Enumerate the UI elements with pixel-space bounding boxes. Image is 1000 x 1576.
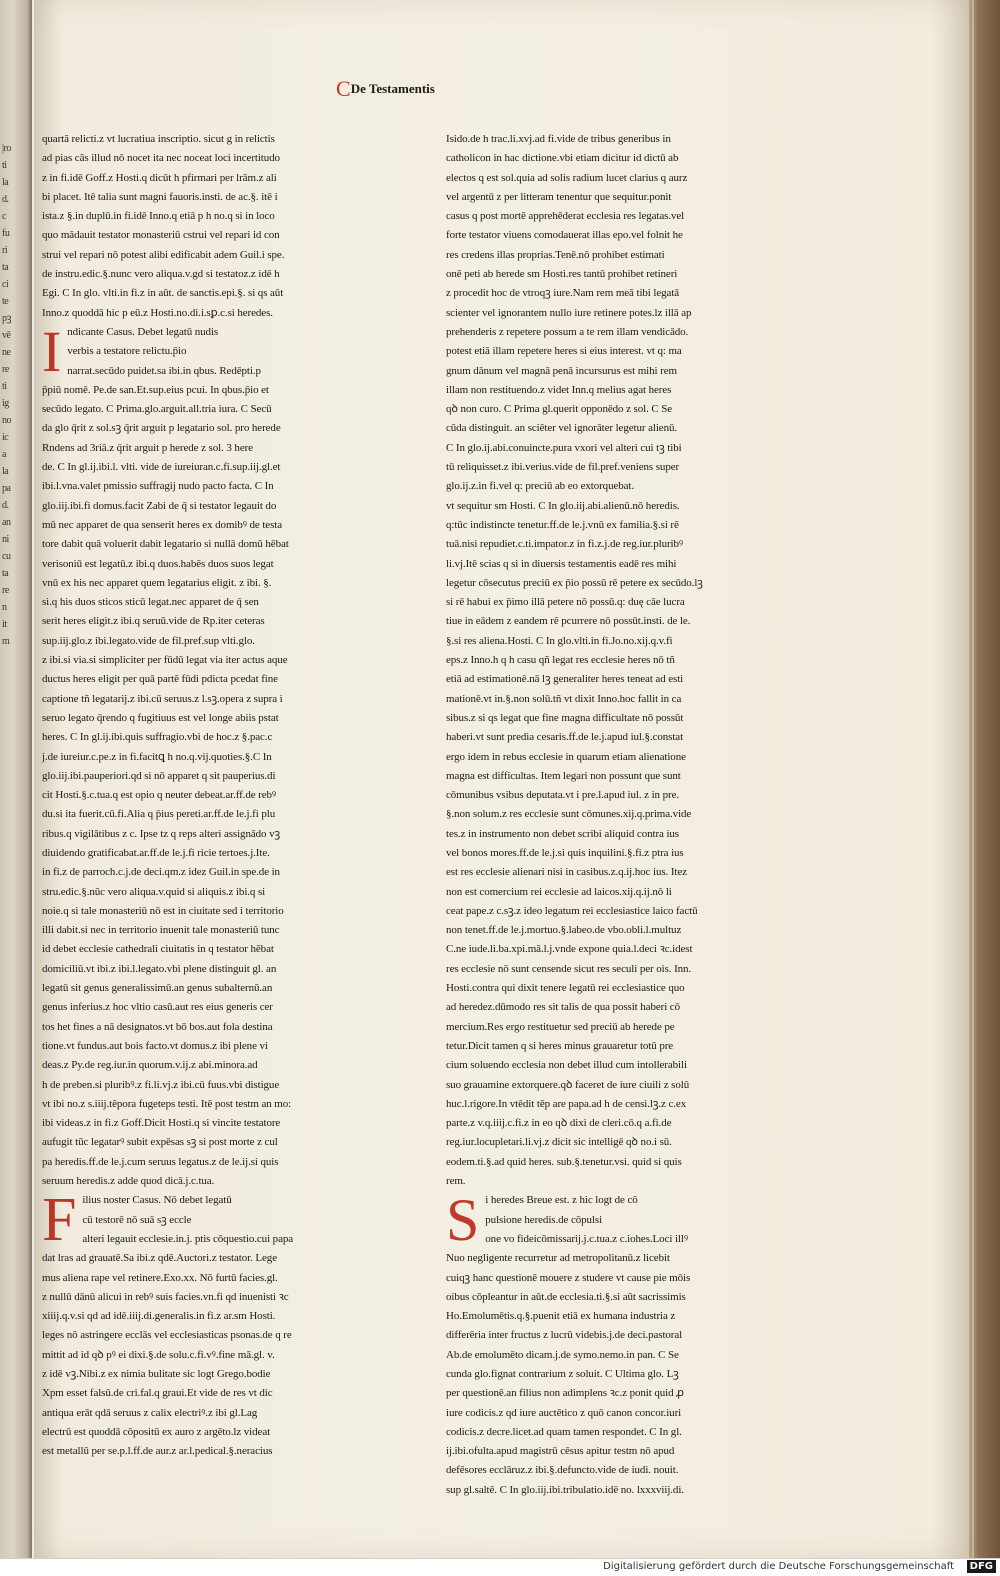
text-line: xiiij.q.v.si qd ad idē.iiij.di.generalis.in fi.z ar.sm Hosti. (42, 1310, 276, 1323)
text-line: serit heres eligit.z ibi.q seruū.vide de Rp.iter ceteras (42, 615, 265, 628)
text-line: potest etiā illam repetere heres si eius interest. vt q: ma (446, 345, 682, 358)
text-line: legetur cōsecutus preciū ex p̄io possū rē petere ex secūdo.lꝫ (446, 576, 703, 589)
text-line: z idē vꝫ.Nibi.z ex nimia bulitate sic logt Grego.bodie (42, 1368, 271, 1380)
previous-page-text-fragment: |ro ti la d. c fu ri ta ci te pꝫ vē ne re ti ig no ic a la pa d. an ni cu ta re n it m (2, 143, 12, 647)
text-line: Ab.de emolumēto dicam.j.de symo.nemo.in pan. C Se (446, 1348, 679, 1361)
text-line: tos het fines a nā designatos.vt bō bos.aut fola destina (42, 1020, 273, 1033)
text-line: cuiqꝫ hanc questionē mouere z studere vt cause pie mōis (446, 1271, 691, 1284)
footer-credit: Digitalisierung gefördert durch die Deutsche Forschungsgemeinschaft (603, 1561, 954, 1572)
rubricated-initial-i: I (42, 318, 62, 384)
text-line: ergo idem in rebus ecclesie in quarum etiam alienatione (446, 750, 686, 763)
text-line: per questionē.an filius non adimplens ꝛc.z ponit quid ꝓ (446, 1387, 684, 1400)
text-line: mercium.Res ergo restituetur sed preciū ab herede pe (446, 1020, 675, 1033)
text-line: h de preben.si pluribꝰ.z fi.li.vj.z ibi.cū fuus.vbi distigue (42, 1078, 280, 1091)
text-line: bi placet. Itē talia sunt magni fauoris.insti. de ac.§. itē i (42, 190, 278, 203)
right-column-block-2 (446, 1187, 779, 1500)
text-line: ista.z §.in duplū.in fi.idē Inno.q etiā p h no.q si in loco (42, 210, 275, 223)
text-line: ndicante Casus. Debet legatū nudis (67, 325, 219, 338)
text-line: diuidendo gratificabat.ar.ff.de le.j.fi ricie tertoes.j.Ite. (42, 846, 270, 859)
text-line: glo.iij.ibi.fi domus.facit Zabi de q̄ si testator legauit do (42, 499, 277, 512)
text-line: de instru.edic.§.nunc vero aliqua.v.gd si testatoz.z idē h (42, 268, 280, 281)
left-column-block-1 (42, 130, 375, 323)
running-head (336, 76, 435, 102)
text-line: Rndens ad 3riā.z q̄rit arguit p herede z sol. 3 here (42, 441, 253, 454)
text-line: tore dabit quā voluerit dabit legatario si nullā domū hēbat (42, 538, 289, 551)
text-line: strui vel repari nō potest alibi edificabit adem Guil.i spe. (42, 248, 285, 261)
text-line: suo grauamine extorquere.qꝺ faceret de iure ciuili z solū (446, 1078, 690, 1091)
text-line: verbis a testatore relictu.p̄io (67, 345, 187, 358)
text-line: da glo q̄rit z sol.sꝫ q̄rit arguit p legatario sol. pro herede (42, 422, 281, 435)
text-line: tetur.Dicit tamen q si heres minus grauaretur totū pre (446, 1039, 674, 1052)
text-line: est res ecclesie alienari nisi in casibus.z.q.ij.hoc ius. Itez (446, 866, 687, 879)
text-line: ij.ibi.ofulta.apud magistrū cēsus apitur testm nō apud (446, 1445, 675, 1458)
rubricated-initial-f: F (42, 1186, 77, 1255)
text-line: forte testator viuens comodauerat illas epo.vel folnit he (446, 229, 683, 242)
text-line: cit Hosti.§.c.tua.q est opio q neuter debeat.ar.ff.de rebꝰ (42, 789, 277, 802)
text-line: prehenderis z repetere possum a te rem illam vendicādo. (446, 325, 689, 338)
text-line: parte.z v.q.iiij.c.fi.z in eo qꝺ dixi de cleri.cō.q a.fi.de (446, 1117, 672, 1130)
text-line: huc.l.rigore.In vtēdit tēp are papa.ad h de censi.lꝫ.z c.ex (446, 1097, 687, 1110)
text-line: magna est difficultas. Item legari non possunt que sunt (446, 769, 681, 782)
text-line: C In glo.ij.abi.conuincte.pura vxori vel alteri cui tꝫ tibi (446, 441, 682, 454)
text-line: vnū ex his nec apparet quem legatarius eligit. z ibi. §. (42, 576, 272, 589)
text-line: eps.z Inno.h q h casu qñ legat res ecclesie heres nō tñ (446, 654, 675, 667)
text-line: z in fi.idē Goff.z Hosti.q dicūt h pfirmari per lrām.z ali (42, 171, 277, 184)
text-line: legatū sit genus generalissimū.an genus subalternū.an (42, 982, 273, 995)
text-line: res ecclesie nō sunt censende sicut res seculi per ois. Inn. (446, 962, 692, 975)
text-line: stru.edic.§.nūc vero aliqua.v.quid si aliquis.z ibi.q si (42, 885, 266, 898)
text-line: sibus.z si qs legat que fine magna difficultate nō possūt (446, 711, 684, 724)
text-line: ad pias cās illud nō nocet ita nec noceat loci incertitudo (42, 152, 280, 165)
text-line: pa heredis.ff.de le.j.cum seruus legatus.z de le.ij.si quis (42, 1155, 279, 1168)
text-line: antiqua erāt qdā seruus z calix electriꝰ.z ibi gl.Lag (42, 1406, 258, 1419)
text-line: z procedit hoc de vtroqꝫ iure.Nam rem meā tibi legatā (446, 287, 680, 300)
text-line: cunda glo.fignat contrarium z soluit. C Ultima glo. Lꝫ (446, 1368, 679, 1380)
left-column (42, 130, 375, 1458)
text-line: du.si ita fuerit.cū.fi.Alia q p̄ius pereti.ar.ff.de le.j.fi plu (42, 808, 276, 821)
text-line: j.de iureiur.c.pe.z in fi.facitꝗ h no.q.vij.quoties.§.C In (42, 750, 272, 763)
text-line: heres. C In gl.ij.ibi.quis suffragio.vbi de hoc.z §.pac.c (42, 731, 273, 744)
text-line: secūdo legato. C Prima.glo.arguit.all.tria iura. C Secū (42, 403, 272, 416)
text-line: qꝺ non curo. C Prima gl.querit opponēdo z sol. C Se (446, 403, 673, 416)
text-line: vel bonos mores.ff.de le.j.si quis inquilini.§.fi.z ptra ius (446, 846, 684, 859)
text-line: Xpm esset falsū.de cri.fal.q graui.Et vide de res vt dic (42, 1387, 273, 1400)
text-line: li.vj.Itē scias q si in diuersis testamentis eadē res mihi (446, 557, 677, 570)
text-line: vt ibi no.z s.iiij.tēpora fugeteps testi. Itē post testm an mo: (42, 1097, 292, 1110)
text-line: ad heredez.dūmodo res sit talis de qua possit haberi cō (446, 1001, 680, 1014)
previous-page-edge (0, 0, 32, 1575)
text-line: gnum dānum vel magnā penā incursurus est mihi rem (446, 364, 677, 377)
text-line: si rē habui ex p̄imo illā petere nō possū.q: duę cāe lucra (446, 596, 685, 609)
text-line: vel argentū z per litteram tenentur que sequitur.ponit (446, 190, 672, 203)
text-line: est metallū per se.p.l.ff.de aur.z ar.l.pedical.§.neracius (42, 1445, 273, 1458)
text-line: C.ne iude.li.ba.xpi.mā.l.j.vnde expone quia.l.deci ꝛc.idest (446, 943, 693, 956)
text-line: res credens illas proprias.Tenē.nō prohibet estimati (446, 248, 665, 261)
text-line: one vo fideicōmissarij.j.c.tua.z c.iohes.Loci illꝰ (485, 1232, 688, 1245)
text-line: illam non restituendo.z videt Inn.q melius agat heres (446, 383, 672, 396)
text-line: codicis.z decre.licet.ad quam tamen respondet. C In gl. (446, 1425, 682, 1438)
text-line: electrū est quoddā cōpositū ex auro z argēto.lz videat (42, 1425, 271, 1438)
text-line: verisoniū est legatū.z ibi.q duos.habēs duos suos legat (42, 557, 274, 570)
text-line: alteri legauit ecclesie.in.j. ptis cōquestio.cui papa (82, 1232, 294, 1245)
text-line: mus aliena rape vel retinere.Exo.xx. Nō furtū facies.gl. (42, 1271, 278, 1284)
text-line: ribus.q vigilātibus z c. Ipse tz q reps alteri assignādo vꝫ (42, 827, 280, 840)
text-line: cōmunibus vsibus deputata.vt i pre.l.apud iul. z in pre. (446, 789, 679, 802)
text-line: cū testorē nō suā sꝫ eccle (82, 1213, 192, 1226)
text-line: electos q est sol.quia ad solis radium lucet clarius q aurz (446, 171, 688, 184)
text-line: scienter vel ignorantem nullo iure retinere potes.lz illā ap (446, 306, 692, 319)
text-line: mittit ad id qꝺ pꝰ ei dixi.§.de solu.c.fi.vꝰ.fine mā.gl. v. (42, 1348, 275, 1361)
text-line: ductus heres eligit per quā partē fūdi pdicta pcedat fine (42, 673, 278, 686)
text-line: §.si res aliena.Hosti. C In glo.vlti.in fi.Jo.no.xij.q.v.fi (446, 634, 673, 647)
text-line: pulsione heredis.de cōpulsi (485, 1213, 603, 1226)
text-line: mū nec apparet de qua senserit heres ex domibꝰ de testa (42, 518, 282, 531)
text-line: tes.z in instrumento non debet scribi aliquid contra ius (446, 827, 679, 840)
text-line: onē peti ab herede sm Hosti.res tantū prohibet retineri (446, 268, 678, 281)
text-line: mationē.vt in.§.non solū.tñ vt dixit Inno.hoc fallit in ca (446, 692, 682, 705)
text-line: de. C In gl.ij.ibi.l. vlti. vide de iureiuran.c.fi.sup.iij.gl.et (42, 461, 281, 474)
text-line: noie.q si tale monasteriū nō est in ciuitate sed i territorio (42, 904, 284, 917)
text-line: p̄piū nomē. Pe.de san.Et.sup.eius pcui. In qbus.p̄io et (42, 383, 269, 396)
text-line: illi dabit.si nec in territorio inuenit tale monasteriū tunc (42, 924, 280, 937)
text-line: tione.vt fundus.aut bois facto.vt domus.z ibi plene vi (42, 1039, 268, 1052)
text-line: §.non solum.z res ecclesie sunt cōmunes.xij.q.prima.vide (446, 808, 692, 821)
text-line: domiciliū.vt ibi.z ibi.l.legato.vbi plene distinguit gl. an (42, 962, 277, 975)
text-line: Isido.de h trac.li.xvj.ad fi.vide de tribus generibus in (446, 133, 671, 145)
left-column-block-3 (42, 1186, 375, 1461)
text-line: Ho.Emolumētis.q.§.puenit etiā ex humana industria z (446, 1310, 676, 1323)
text-line: q:tūc indistincte tenetur.ff.de le.j.vnū ex familia.§.si rē (446, 518, 679, 531)
text-line: leges nō astringere ecclās vel ecclesiasticas psonas.de q re (42, 1329, 292, 1342)
text-line: narrat.secūdo puidet.sa ibi.in qbus. Redēpti.p (67, 364, 261, 377)
section-filius-noster (42, 1186, 375, 1461)
text-line: Hosti.contra qui dixit tenere legatū rei ecclesiastice quo (446, 982, 685, 995)
text-line: Nuo negligente recurretur ad metropolitanū.z licebit (446, 1252, 670, 1265)
right-column (446, 130, 779, 1496)
text-line: casus q post mortē apprehēderat ecclesia res legatas.vel (446, 210, 685, 223)
text-line: dat lras ad grauatē.Sa ibi.z qdē.Auctori.z testator. Lege (42, 1252, 277, 1265)
text-line: tū reliquisset.z ibi.verius.vide de fil.pref.veniens super (446, 461, 680, 474)
rubricated-initial-s: S (446, 1187, 480, 1254)
text-line: seruum heredis.z adde quod dicā.j.c.tua. (42, 1175, 215, 1188)
text-line: ibi videas.z in fi.z Goff.Dicit Hosti.q si vincite testatore (42, 1117, 281, 1130)
text-line: sup gl.saltē. C In glo.iij.ibi.tribulatio.idē no. lxxxviij.di. (446, 1483, 684, 1496)
section-si-heredes (446, 1187, 779, 1500)
text-line: Inno.z quoddā hic p eū.z Hosti.no.di.i.sꝑ.c.si heredes. (42, 306, 273, 319)
text-line: tuā.nisi repudiet.c.ti.impator.z in fi.z.j.de reg.iur.pluribꝰ (446, 538, 683, 551)
right-column-block-1 (446, 130, 779, 1191)
text-line: eodem.ti.§.ad quid heres. sub.§.tenetur.vsi. quid si quis (446, 1155, 682, 1168)
text-line: in fi.z de parroch.c.j.de deci.qm.z idez Guil.in spe.de in (42, 866, 280, 879)
text-line: reg.iur.locupletari.li.vj.z dicit sic intelligē qꝺ no.i sū. (446, 1136, 672, 1149)
dfg-logo-badge: DFG (967, 1560, 996, 1573)
text-line: differēria inter fructus z lucrū videbis.j.de deci.pastoral (446, 1329, 683, 1342)
text-line: deas.z Py.de reg.iur.in quorum.v.ij.z abi.minora.ad (42, 1059, 258, 1072)
text-line: etiā ad estimationē.nā lꝫ generaliter heres teneat ad esti (446, 673, 684, 686)
text-line: vt sequitur sm Hosti. C In glo.iij.abi.alienū.nō heredis. (446, 499, 680, 512)
text-line: glo.ij.z.in fi.vel q: preciū ab eo extorquebat. (446, 480, 635, 493)
running-head-text: De Testamentis (350, 81, 435, 96)
text-line: iure codicis.z qd iure auctētico z quō canon concor.iuri (446, 1406, 682, 1419)
text-line: tiue in eādem z eandem rē pcurrere nō possūt.insti. de le. (446, 615, 691, 628)
text-line: id debet ecclesie cathedrali ciuitatis in q testator hēbat (42, 943, 274, 956)
text-line: ilius noster Casus. Nō debet legatū (82, 1194, 232, 1207)
text-line: cium soluendo ecclesia non debet illud cum intollerabili (446, 1059, 687, 1072)
text-line: non est comercium rei ecclesie ad laicos.xij.q.ij.nō li (446, 885, 672, 898)
text-line: aufugit tūc legatarꝰ subit expēsas sꝫ si post morte z cul (42, 1136, 278, 1149)
left-column-block-2 (42, 318, 375, 1191)
text-line: non tenet.ff.de le.j.mortuo.§.labeo.de vbo.obli.l.multuz (446, 924, 682, 937)
text-line: defēsores ecclāruz.z ibi.§.defuncto.vide de iudi. nouit. (446, 1464, 679, 1477)
text-line: catholicon in hac dictione.vbi etiam dicitur id dictū ab (446, 152, 679, 165)
text-line: quartă relicti.z vt lucratiua inscriptio. sicut g in relictis (42, 133, 275, 145)
text-line: seruo legato q̄rendo q fugitiuus est vel longe abiis pstat (42, 711, 279, 724)
text-line: cūda distinguit. an sciēter vel ignorāter legetur alienū. (446, 422, 678, 435)
text-line: i heredes Breue est. z hic logt de cō (485, 1194, 638, 1207)
section-indicante (42, 318, 375, 1191)
book-edge-highlight (972, 0, 974, 1558)
text-line: oibus cōpleantur in aūt.de ecclesia.ti.§.si aūt sacrissimis (446, 1290, 686, 1303)
running-head-rubric: C (336, 76, 351, 101)
text-line: ibi.l.vna.valet pmissio suffragij nudo pacto facta. C In (42, 480, 274, 493)
text-line: si.q his duos sticos sticū legat.nec apparet de q̄ sen (42, 596, 259, 609)
text-line: z nullū dānū alicui in rebꝰ suis facies.vn.fi qd inuenisti ꝛc (42, 1290, 289, 1303)
text-line: genus inferius.z hoc vltio casū.aut res eius generis cer (42, 1001, 273, 1014)
text-line: Egi. C In glo. vlti.in fi.z in aūt. de sanctis.epi.§. si qs aūt (42, 287, 284, 300)
text-line: rem. (446, 1175, 466, 1188)
text-line: quo mādauit testator monasteriū cstrui vel repari id con (42, 229, 280, 242)
text-line: captione tñ legatarij.z ibi.cū seruus.z l.sꝫ.opera z supra i (42, 692, 283, 705)
text-line: haberi.vt sunt predia cesaris.ff.de le.j.apud iul.§.constat (446, 731, 684, 744)
text-line: ceat pape.z c.sꝫ.z ideo legatum rei ecclesiastice laico factū (446, 904, 698, 917)
text-line: z ibi.si via.si simpliciter per fūdū legat via iter actus aque (42, 654, 288, 667)
text-line: glo.iij.ibi.pauperiori.qd si nō apparet q sit pauperius.di (42, 769, 276, 782)
text-line: sup.iij.glo.z ibi.legato.vide de fil.pref.sup vlti.glo. (42, 634, 255, 647)
